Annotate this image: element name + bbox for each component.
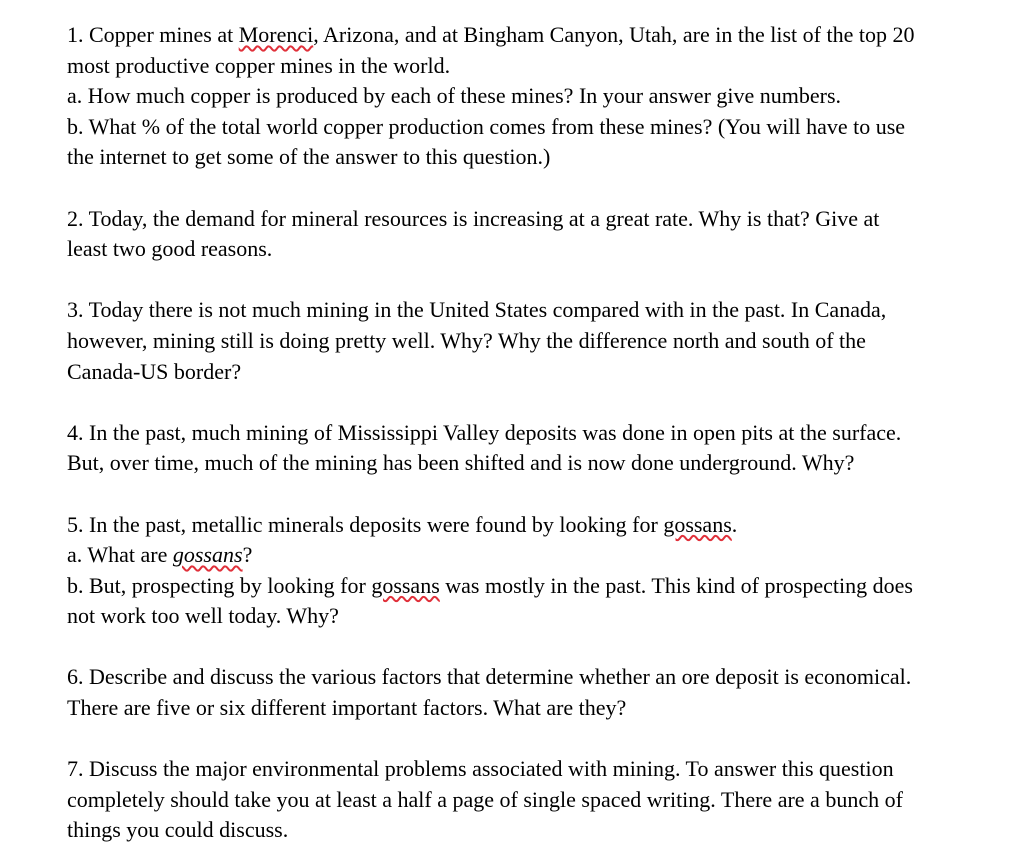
question-1b-line-1: b. What % of the total world copper production comes from these mines? (You will have to use xyxy=(67,113,906,139)
spellcheck-word-morenci: Morenci xyxy=(238,22,314,47)
question-3-line-1: 3. Today there is not much mining in the United States compared with in the past. In Canada, xyxy=(67,297,887,323)
spellcheck-word-gossans: gossans xyxy=(371,572,440,598)
spellcheck-word-gossans: gossans xyxy=(663,511,732,537)
question-3-line-3: Canada-US border? xyxy=(67,358,242,384)
question-1a: a. How much copper is produced by each of these mines? In your answer give numbers. xyxy=(67,83,842,109)
question-2-line-2: least two good reasons. xyxy=(67,236,273,262)
question-7-line-1: 7. Discuss the major environmental problems associated with mining. To answer this question xyxy=(67,756,894,782)
document-page xyxy=(67,20,1012,846)
question-1b-line-2: the internet to get some of the answer to this question.) xyxy=(67,144,551,170)
question-5 xyxy=(67,510,1012,632)
question-5b-line-2: not work too well today. Why? xyxy=(67,603,339,629)
question-4-line-1: 4. In the past, much mining of Mississippi Valley deposits was done in open pits at the surface. xyxy=(67,419,902,445)
question-1 xyxy=(67,20,1012,173)
question-6-line-1: 6. Describe and discuss the various factors that determine whether an ore deposit is economical. xyxy=(67,664,912,690)
question-2-line-1: 2. Today, the demand for mineral resources is increasing at a great rate. Why is that? Give at xyxy=(67,205,880,231)
question-6 xyxy=(67,662,1012,723)
question-1-line-1: 1. Copper mines at Morenci, Arizona, and at Bingham Canyon, Utah, are in the list of the top 20 xyxy=(67,22,915,47)
spellcheck-word-gossans-italic: gossans xyxy=(172,542,243,568)
question-7-line-2: completely should take you at least a half a page of single spaced writing. There are a bunch of xyxy=(67,786,903,812)
question-3-line-2: however, mining still is doing pretty well. Why? Why the difference north and south of the xyxy=(67,327,866,353)
question-1-line-2: most productive copper mines in the world. xyxy=(67,52,451,78)
question-7-line-3: things you could discuss. xyxy=(67,817,289,843)
question-2 xyxy=(67,204,1012,265)
question-6-line-2: There are five or six different important factors. What are they? xyxy=(67,695,627,721)
question-3 xyxy=(67,295,1012,387)
question-7 xyxy=(67,754,1012,846)
question-5a: a. What are gossans? xyxy=(67,542,253,568)
question-5b-line-1: b. But, prospecting by looking for gossans was mostly in the past. This kind of prospecting does xyxy=(67,572,913,598)
question-4 xyxy=(67,418,1012,479)
question-5-line-1: 5. In the past, metallic minerals deposits were found by looking for gossans. xyxy=(67,511,738,537)
question-4-line-2: But, over time, much of the mining has been shifted and is now done underground. Why? xyxy=(67,450,855,476)
